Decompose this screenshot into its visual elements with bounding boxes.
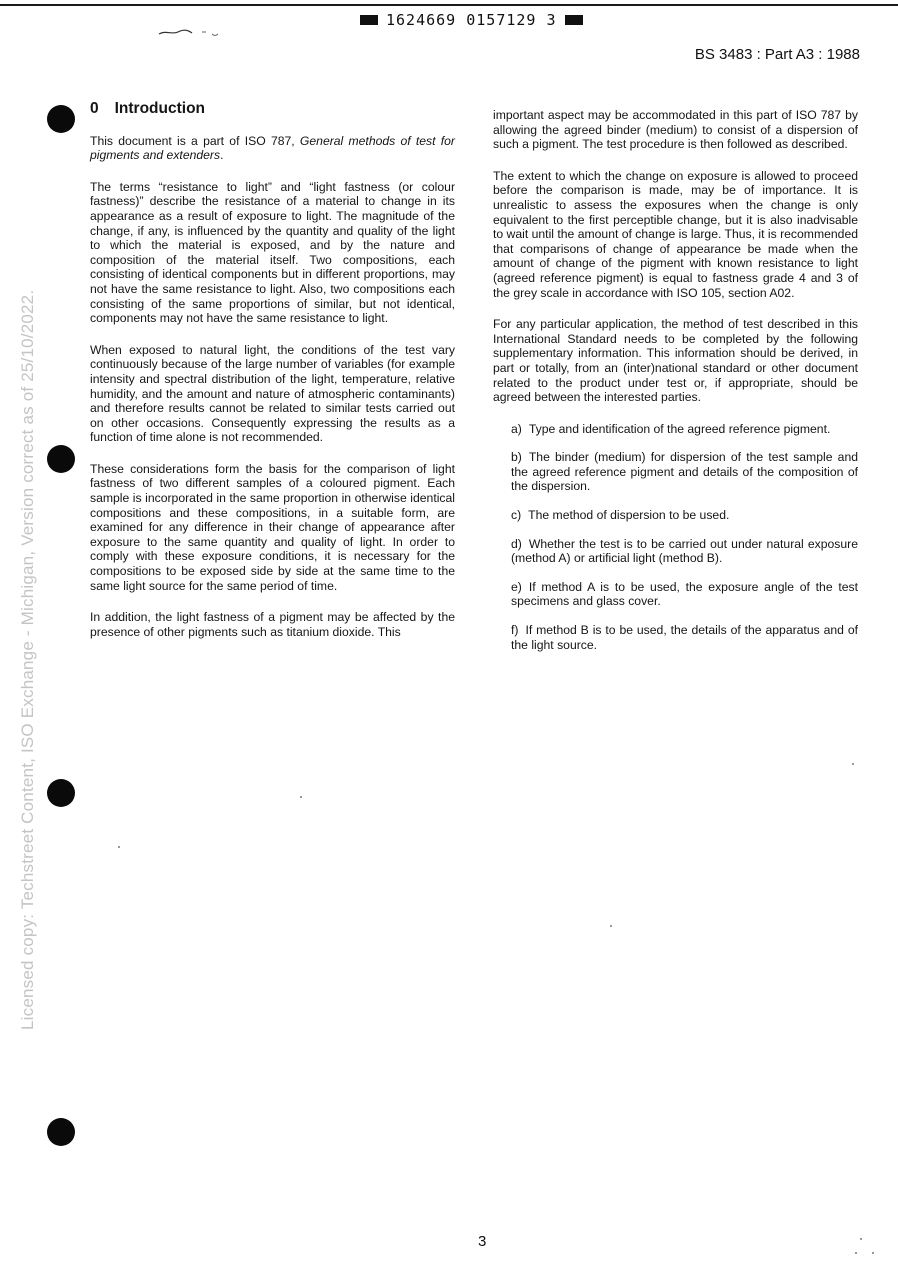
scan-scribble-mark — [156, 24, 226, 40]
list-item-text: Whether the test is to be carried out under natural exposure (method A) or artificial light (method B). — [511, 536, 858, 566]
right-column — [493, 108, 858, 666]
intro-suffix: . — [220, 148, 224, 163]
punch-hole-3 — [47, 779, 75, 807]
list-item — [511, 537, 858, 566]
top-rule — [0, 4, 898, 6]
intro-prefix: This document is a part of ISO 787, — [90, 133, 300, 148]
list-item — [511, 450, 858, 494]
left-column — [90, 102, 455, 656]
list-item-label: f) — [511, 623, 519, 638]
intro-title: General methods of test for pigments and extenders — [90, 133, 455, 163]
page-number: 3 — [478, 1233, 487, 1250]
scan-speck — [610, 925, 612, 927]
standard-reference: BS 3483 : Part A3 : 1988 — [694, 46, 860, 63]
scan-speck — [855, 1252, 857, 1254]
barcode-text: 1624669 0157129 3 — [386, 11, 557, 29]
paragraph-considerations: These considerations form the basis for the comparison of light fastness of two different samples of a coloured pigment. Each sample is incorporated in the same proportion in otherwise identical compositions and these compositions, in a suitable form, are examined for any difference in their change of appearance after exposure to the same quantity and quality of light. In order to comply with these exposure conditions, it is necessary for the compositions to be exposed side by side at the same time to the same light source for the same period of time. — [90, 461, 455, 593]
list-item-text: If method A is to be used, the exposure angle of the test specimens and glass cover. — [511, 579, 858, 609]
list-item-text: The binder (medium) for dispersion of the test sample and the agreed reference pigment and details of the composition of the dispersion. — [511, 450, 858, 494]
scan-speck — [872, 1252, 874, 1254]
section-heading — [90, 102, 455, 117]
barcode-block-right — [565, 15, 583, 25]
list-item-label: b) — [511, 450, 522, 465]
list-item — [511, 580, 858, 609]
paragraph-application: For any particular application, the method of test described in this International Standard needs to be completed by the following supplementary information. This information should be derived, in part or totally, from an (inter)national standard or other document related to the product under test or, if appropriate, should be agreed between the interested parties. — [493, 317, 858, 405]
scan-speck — [852, 763, 854, 765]
license-watermark: Licensed copy: Techstreet Content, ISO Exchange - Michigan, Version correct as of 25/10/2022. — [18, 289, 37, 1030]
list-item-label: a) — [511, 421, 522, 436]
punch-hole-1 — [47, 105, 75, 133]
punch-hole-2 — [47, 445, 75, 473]
list-item — [511, 422, 858, 437]
paragraph-natural-light: When exposed to natural light, the conditions of the test vary continuously because of the large number of variables (for example intensity and spectral distribution of the light, temperature, relative humidity, and the amount and nature of atmospheric contaminants) and therefore results cannot be related to similar tests carried out on other occasions. Consequently expressing the results as a function of time alone is not recommended. — [90, 342, 455, 445]
list-item-label: c) — [511, 508, 522, 523]
barcode-block-left — [360, 15, 378, 25]
punch-hole-4 — [47, 1118, 75, 1146]
list-item-text: The method of dispersion to be used. — [528, 508, 730, 523]
scan-speck — [118, 846, 120, 848]
scan-barcode-line — [360, 10, 583, 30]
list-item-text: Type and identification of the agreed reference pigment. — [528, 421, 831, 436]
list-item-text: If method B is to be used, the details of the apparatus and of the light source. — [511, 623, 858, 652]
list-item-label: d) — [511, 536, 522, 551]
paragraph-extent: The extent to which the change on exposure is allowed to proceed before the comparison is made, may be of importance. It is unrealistic to assess the exposures when the change is only equivalent to the first perceptible change, but it is also inadvisable to wait until the amount of change is large. Thus, it is recommended that comparisons of change of appearance be made when the amount of change of the pigment with known resistance to light (agreed reference pigment) is equal to fastness grade 4 and 3 of the grey scale in accordance with ISO 105, section A02. — [493, 168, 858, 300]
list-item — [511, 508, 858, 523]
section-title: Introduction — [114, 100, 206, 117]
paragraph-addition: In addition, the light fastness of a pigment may be affected by the presence of other pigments such as titanium dioxide. This — [90, 610, 455, 639]
intro-paragraph — [90, 134, 455, 163]
paragraph-terms: The terms “resistance to light” and “light fastness (or colour fastness)” describe the resistance of a material to change in its appearance as a result of exposure to light. The magnitude of the change, if any, is influenced by the quantity and quality of the light to which the material is exposed, and by the nature and composition of the material itself. Two compositions, each consisting of identical components but in different proportions, may not have the same resistance to light. Also, two compositions each consisting of the same proportions of similar, but not identical, components may not have the same resistance to light. — [90, 179, 455, 326]
scan-speck — [860, 1238, 862, 1240]
list-item — [511, 623, 858, 652]
list-item-label: e) — [511, 579, 522, 594]
section-number: 0 — [90, 100, 99, 117]
paragraph-continuation: important aspect may be accommodated in this part of ISO 787 by allowing the agreed binder (medium) to consist of a dispersion of such a pigment. The test procedure is then followed as described. — [493, 108, 858, 152]
scan-speck — [300, 796, 302, 798]
